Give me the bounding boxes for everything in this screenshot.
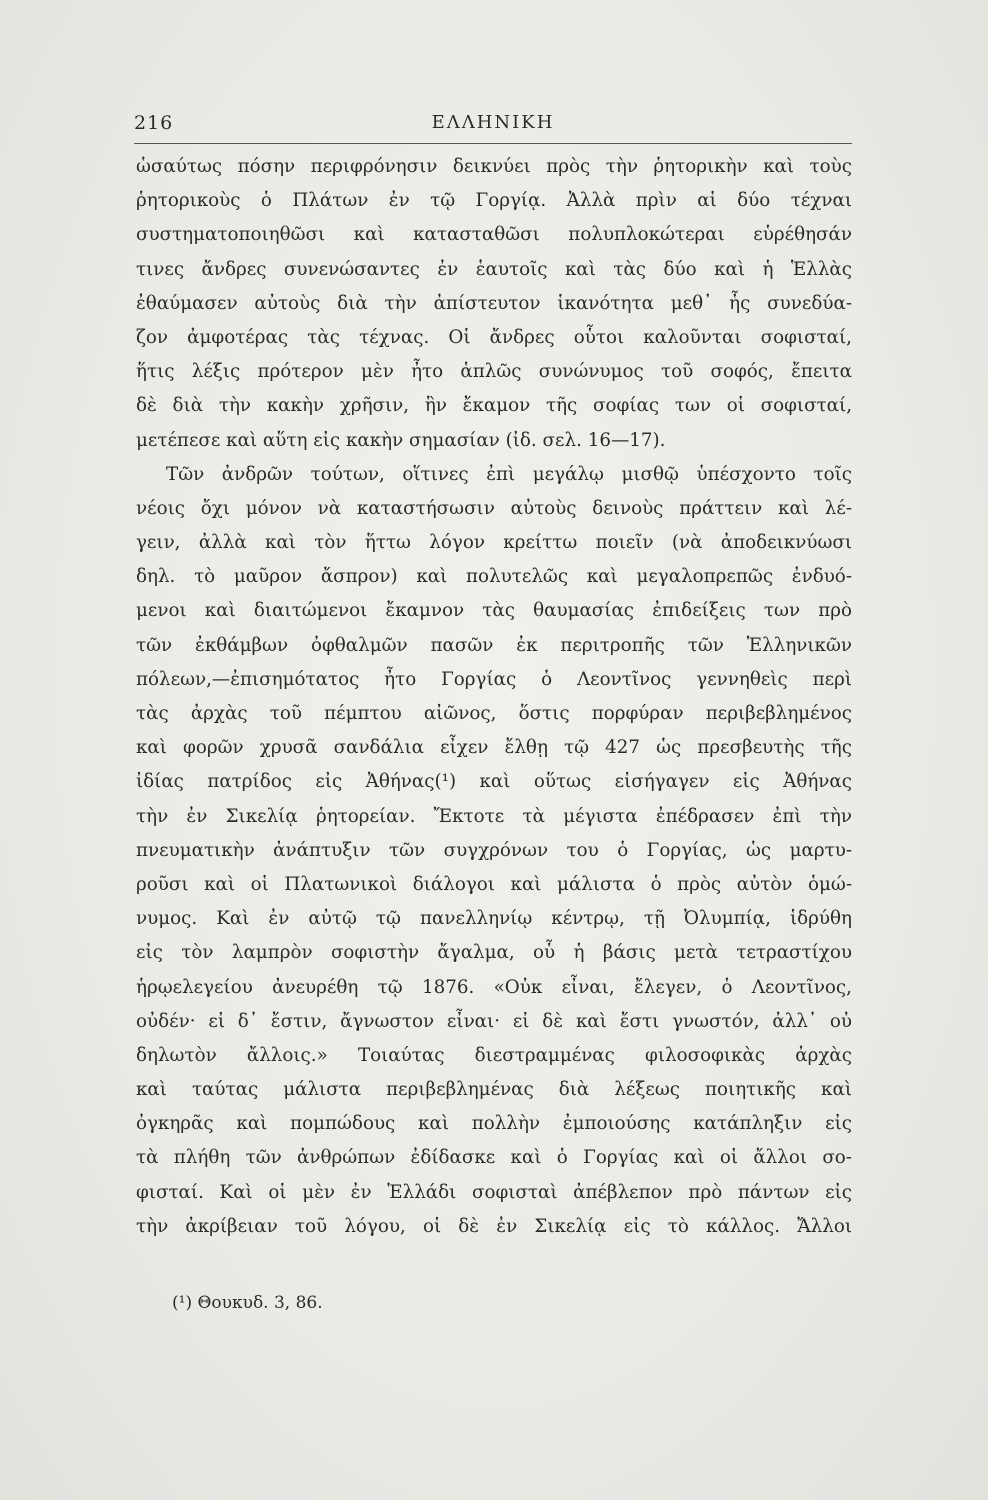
text-line: ἰδίας πατρίδος εἰς Ἀθήνας(¹) καὶ οὕτως εἰσήγαγεν εἰς Ἀθήνας [136, 771, 852, 793]
text-line: καὶ φορῶν χρυσᾶ σανδάλια εἶχεν ἔλθῃ τῷ 427 ὡς πρεσβευτὴς τῆς [136, 737, 852, 759]
footnote: (¹) Θουκυδ. 3, 86. [172, 1293, 323, 1313]
running-title: ΕΛΛΗΝΙΚΗ [431, 112, 555, 133]
text-line: ὀγκηρᾶς καὶ πομπώδους καὶ πολλὴν ἐμποιούσης κατάπληξιν εἰς [136, 1113, 852, 1135]
text-line: μενοι καὶ διαιτώμενοι ἔκαμνον τὰς θαυμασίας ἐπιδείξεις των πρὸ [136, 600, 852, 622]
text-line: τὰς ἀρχὰς τοῦ πέμπτου αἰῶνος, ὅστις πορφύραν περιβεβλημένος [136, 703, 852, 724]
text-line: πόλεων,—ἐπισημότατος ἦτο Γοργίας ὁ Λεοντῖνος γεννηθεὶς περὶ [136, 668, 852, 690]
text-line: τὴν ἐν Σικελίᾳ ῥητορείαν. Ἔκτοτε τὰ μέγιστα ἐπέδρασεν ἐπὶ τὴν [136, 805, 852, 827]
text-line: νέοις ὄχι μόνον νὰ καταστήσωσιν αὐτοὺς δεινοὺς πράττειν καὶ λέ- [136, 497, 852, 519]
text-line: τινες ἄνδρες συνενώσαντες ἐν ἑαυτοῖς καὶ τὰς δύο καὶ ἡ Ἑλλὰς [136, 258, 852, 280]
text-line: συστηματοποιηθῶσι καὶ κατασταθῶσι πολυπλοκώτεραι εὑρέθησάν [136, 224, 852, 246]
text-line: δὲ διὰ τὴν κακὴν χρῆσιν, ἣν ἔκαμον τῆς σοφίας των οἱ σοφισταί, [136, 395, 852, 417]
text-line: φισταί. Καὶ οἱ μὲν ἐν Ἑλλάδι σοφισταὶ ἀπέβλεπον πρὸ πάντων εἰς [136, 1181, 852, 1203]
text-line: δηλωτὸν ἄλλοις.» Τοιαύτας διεστραμμένας φιλοσοφικὰς ἀρχὰς [136, 1044, 852, 1066]
text-line: τῶν ἐκθάμβων ὀφθαλμῶν πασῶν ἐκ περιτροπῆς τῶν Ἑλληνικῶν [136, 634, 852, 656]
header-rule [134, 143, 852, 144]
text-line: τὰ πλήθη τῶν ἀνθρώπων ἐδίδασκε καὶ ὁ Γοργίας καὶ οἱ ἄλλοι σο- [136, 1147, 852, 1169]
text-line: δηλ. τὸ μαῦρον ἄσπρον) καὶ πολυτελῶς καὶ μεγαλοπρεπῶς ἐνδυό- [136, 566, 852, 588]
text-line: τὴν ἀκρίβειαν τοῦ λόγου, οἱ δὲ ἐν Σικελίᾳ εἰς τὸ κάλλος. Ἄλλοι [136, 1215, 852, 1237]
text-line: ὡσαύτως πόσην περιφρόνησιν δεικνύει πρὸς τὴν ῥητορικὴν καὶ τοὺς [136, 156, 852, 177]
text-line: ἥτις λέξις πρότερον μὲν ἦτο ἁπλῶς συνώνυμος τοῦ σοφός, ἔπειτα [136, 361, 852, 383]
text-line: ῥητορικοὺς ὁ Πλάτων ἐν τῷ Γοργίᾳ. Ἀλλὰ πρὶν αἱ δύο τέχναι [136, 190, 852, 212]
text-line: πνευματικὴν ἀνάπτυξιν τῶν συγχρόνων του ὁ Γοργίας, ὡς μαρτυ- [136, 839, 852, 861]
text-line: Τῶν ἀνδρῶν τούτων, οἵτινες ἐπὶ μεγάλῳ μισθῷ ὑπέσχοντο τοῖς [166, 463, 852, 485]
text-line: εἰς τὸν λαμπρὸν σοφιστὴν ἄγαλμα, οὗ ἡ βάσις μετὰ τετραστίχου [136, 942, 852, 964]
page-number: 216 [134, 112, 174, 134]
text-line: νυμος. Καὶ ἐν αὐτῷ τῷ πανελληνίῳ κέντρῳ, τῇ Ὀλυμπίᾳ, ἱδρύθη [136, 908, 852, 930]
text-line: ἐθαύμασεν αὐτοὺς διὰ τὴν ἀπίστευτον ἱκανότητα μεθ᾽ ἧς συνεδύα- [136, 292, 852, 314]
text-line: μετέπεσε καὶ αὕτη εἰς κακὴν σημασίαν (ἰδ. σελ. 16—17). [136, 429, 666, 451]
text-line: γειν, ἀλλὰ καὶ τὸν ἥττω λόγον κρείττω ποιεῖν (νὰ ἀποδεικνύωσι [136, 532, 852, 554]
text-line: καὶ ταύτας μάλιστα περιβεβλημένας διὰ λέξεως ποιητικῆς καὶ [136, 1079, 852, 1101]
page-header [134, 112, 852, 140]
body-text [136, 150, 852, 1244]
text-line: ζον ἀμφοτέρας τὰς τέχνας. Οἱ ἄνδρες οὗτοι καλοῦνται σοφισταί, [136, 326, 852, 348]
text-line: οὐδέν· εἰ δ᾽ ἔστιν, ἄγνωστον εἶναι· εἰ δὲ καὶ ἔστι γνωστόν, ἀλλ᾽ οὐ [136, 1010, 852, 1032]
text-line: ροῦσι καὶ οἱ Πλατωνικοὶ διάλογοι καὶ μάλιστα ὁ πρὸς αὐτὸν ὁμώ- [136, 873, 852, 895]
text-line: ἡρῳελεγείου ἀνευρέθη τῷ 1876. «Οὐκ εἶναι, ἔλεγεν, ὁ Λεοντῖνος, [136, 976, 852, 998]
